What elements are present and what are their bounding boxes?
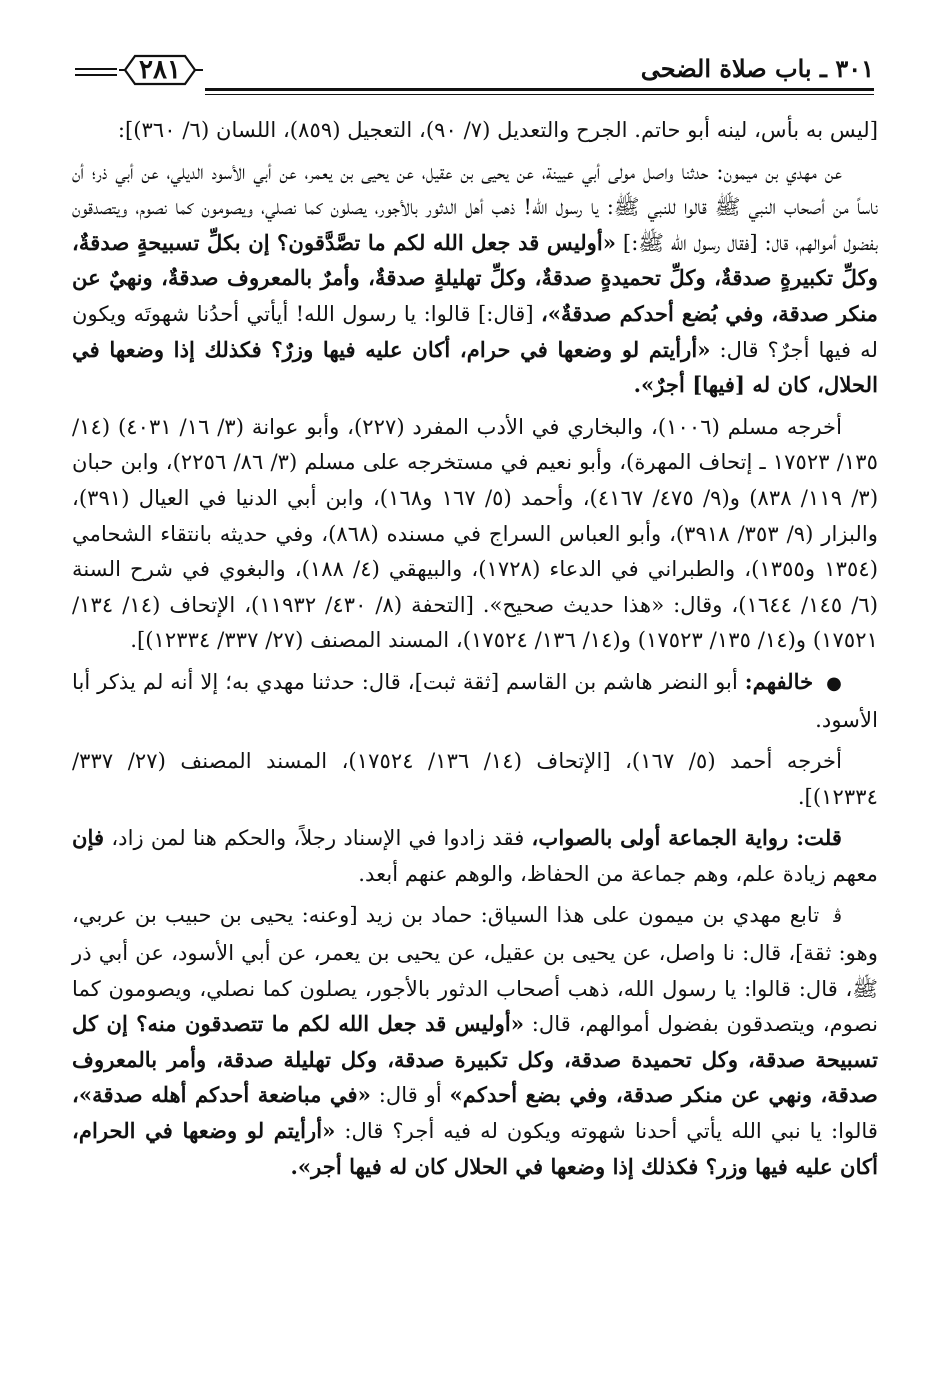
page-number: ٢٨١ bbox=[139, 55, 181, 85]
comment-text-2: معهم زيادة علم، وهم جماعة من الحفاظ، والوهم عنهم أبعد. bbox=[358, 860, 878, 886]
paragraph-author-comment bbox=[72, 820, 878, 891]
paragraph-contradiction bbox=[72, 664, 878, 737]
page-number-badge bbox=[117, 50, 203, 90]
comment-text-1: فقد زادوا في الإسناد رجلاً، والحكم هنا لمن زاد، bbox=[111, 825, 525, 851]
corroboration-quote-1: «أوليس قد جعل الله لكم ما تتصدقون منه؟ إن كل تسبيحة صدقة، وكل تحميدة صدقة، وكل تكبيرة صدقة، وكل تهليلة صدقة، وأمر بالمعروف صدقة، ونهي عن منكر صدقة، وفي بضع أحدكم» bbox=[72, 1011, 878, 1108]
page-body bbox=[72, 112, 878, 1184]
paragraph-hadith-text bbox=[72, 154, 878, 403]
corroboration-quote-2: «في مباضعة أحدكم أهله صدقة»، bbox=[72, 1082, 371, 1108]
page-header bbox=[75, 50, 874, 98]
hadith-question-text: [قال:] قالوا: يا رسول الله! أيأتي أحدُنا شهوتَه ويكون له فيها أجرٌ؟ قال: bbox=[72, 300, 878, 362]
paragraph-corroboration bbox=[72, 897, 878, 1184]
header-rule-thin bbox=[205, 94, 874, 95]
corroboration-text-3: قالوا: يا نبي الله يأتي أحدنا شهوته ويكون له فيه أجر؟ قال: bbox=[344, 1118, 878, 1144]
contradiction-label: خالفهم: bbox=[744, 668, 814, 694]
header-rule-thick bbox=[205, 88, 874, 91]
comment-bold-1: قلت: رواية الجماعة أولى بالصواب، bbox=[531, 825, 842, 851]
hadith-quote-2: «أرأيتم لو وضعها في حرام، أكان عليه فيها وزرٌ؟ فكذلك إذا وضعها في الحلال، كان له [فيها] أجرٌ». bbox=[72, 336, 878, 398]
hadith-quote-1: «أوليس قد جعل الله لكم ما تصَّدَّقون؟ إن بكلِّ تسبيحةٍ صدقةٌ، وكلِّ تكبيرةٍ صدقةٌ، وكلِّ تحميدةٍ صدقةٌ، وكلِّ تهليلةٍ صدقةٌ، وأمرٌ بالمعروف صدقةٌ، ونهيٌ عن منكر صدقة، وفي بُضع أحدكم صدقةٌ»، bbox=[72, 229, 878, 326]
corroboration-quote-3: «أرأيتم لو وضعها في الحرام، أكان عليه فيها وزر؟ فكذلك إذا وضعها في الحلال كان له فيها أجر». bbox=[72, 1118, 878, 1179]
paragraph-takhrij: أخرجه مسلم (١٠٠٦)، والبخاري في الأدب المفرد (٢٢٧)، وأبو عوانة (٣/ ١٦/ ٤٠٣١) (١٤/ ١٣٥/ ١٧٥٢٣ ـ إتحاف المهرة)، وأبو نعيم في مستخرجه على مسلم (٣/ ٨٦/ ٢٢٥٦)، وابن حبان (٣/ ١١٩/ ٨٣٨) و(٩/ ٤٧٥/ ٤١٦٧)، وأحمد (٥/ ١٦٧ و١٦٨)، وابن أبي الدنيا في العيال (٣٩١)، والبزار (٩/ ٣٥٣/ ٣٩١٨)، وأبو العباس السراج في مسنده (٨٦٨)، وفي حديثه بانتقاء الشحامي (١٣٥٤ و١٣٥٥)، والطبراني في الدعاء (١٧٢٨)، والبيهقي (٤/ ١٨٨)، والبغوي في شرح السنة (٦/ ١٤٥/ ١٦٤٤)، وقال: «هذا حديث صحيح». [التحفة (٨/ ٤٣٠/ ١١٩٣٢)، الإتحاف (١٤/ ١٣٤/ ١٧٥٢١) و(١٤/ ١٣٥/ ١٧٥٢٣) و(١٤/ ١٣٦/ ١٧٥٢٤)، المسند المصنف (٢٧/ ٣٣٧/ ١٢٣٣٤)]. bbox=[72, 413, 879, 653]
corroboration-text-2: أو قال: bbox=[378, 1082, 442, 1108]
header-ornament-lines bbox=[75, 68, 117, 80]
comment-bold-2: فإن bbox=[72, 825, 105, 851]
corroboration-marker-icon: ﭬ bbox=[833, 906, 842, 928]
bullet-marker: ● bbox=[826, 672, 842, 694]
contradiction-text: أبو النضر هاشم بن القاسم [ثقة ثبت]، قال: حدثنا مهدي به؛ إلا أنه لم يذكر أبا الأسود. bbox=[72, 668, 878, 732]
paragraph-takhrij-ahmad: أخرجه أحمد (٥/ ١٦٧)، [الإتحاف (١٤/ ١٣٦/ ١٧٥٢٤)، المسند المصنف (٢٧/ ٣٣٧/ ١٢٣٣٤)]. bbox=[72, 748, 878, 809]
chapter-title: ٣٠١ ـ باب صلاة الضحى bbox=[640, 54, 874, 83]
hadith-chain-text: عن مهدي بن ميمون: حدثنا واصل مولى أبي عيينة، عن يحيى بن عقيل، عن يحيى بن يعمر، عن أبي الأسود الديلي، عن أبي ذر؛ أن ناساً من أصحاب النبي ﷺ قالوا للنبي ﷺ: يا رسول الله! ذهب أهل الدثور بالأجور، يصلون كما نصلي، ويصومون كما نصوم، ويتصدقون بفضول أموالهم، قال: [فقال رسول الله ﷺ:] bbox=[72, 158, 878, 255]
corroboration-text-1: تابع مهدي بن ميمون على هذا السياق: حماد بن زيد [وعنه: يحيى بن حبيب بن عربي، وهو: ثقة]، قال: نا واصل، عن يحيى بن عقيل، عن يحيى بن يعمر، عن أبي الأسود، عن أبي ذر ﷺ، قال: قالوا: يا رسول الله، ذهب أصحاب الدثور بالأجور، يصلون كما نصلي، ويصومون كما نصوم، ويتصدقون بفضول أموالهم، قال: bbox=[72, 902, 878, 1037]
paragraph-narrator-note: [ليس به بأس، لينه أبو حاتم. الجرح والتعديل (٧/ ٩٠)، التعجيل (٨٥٩)، اللسان (٦/ ٣٦٠)]: bbox=[117, 117, 878, 142]
